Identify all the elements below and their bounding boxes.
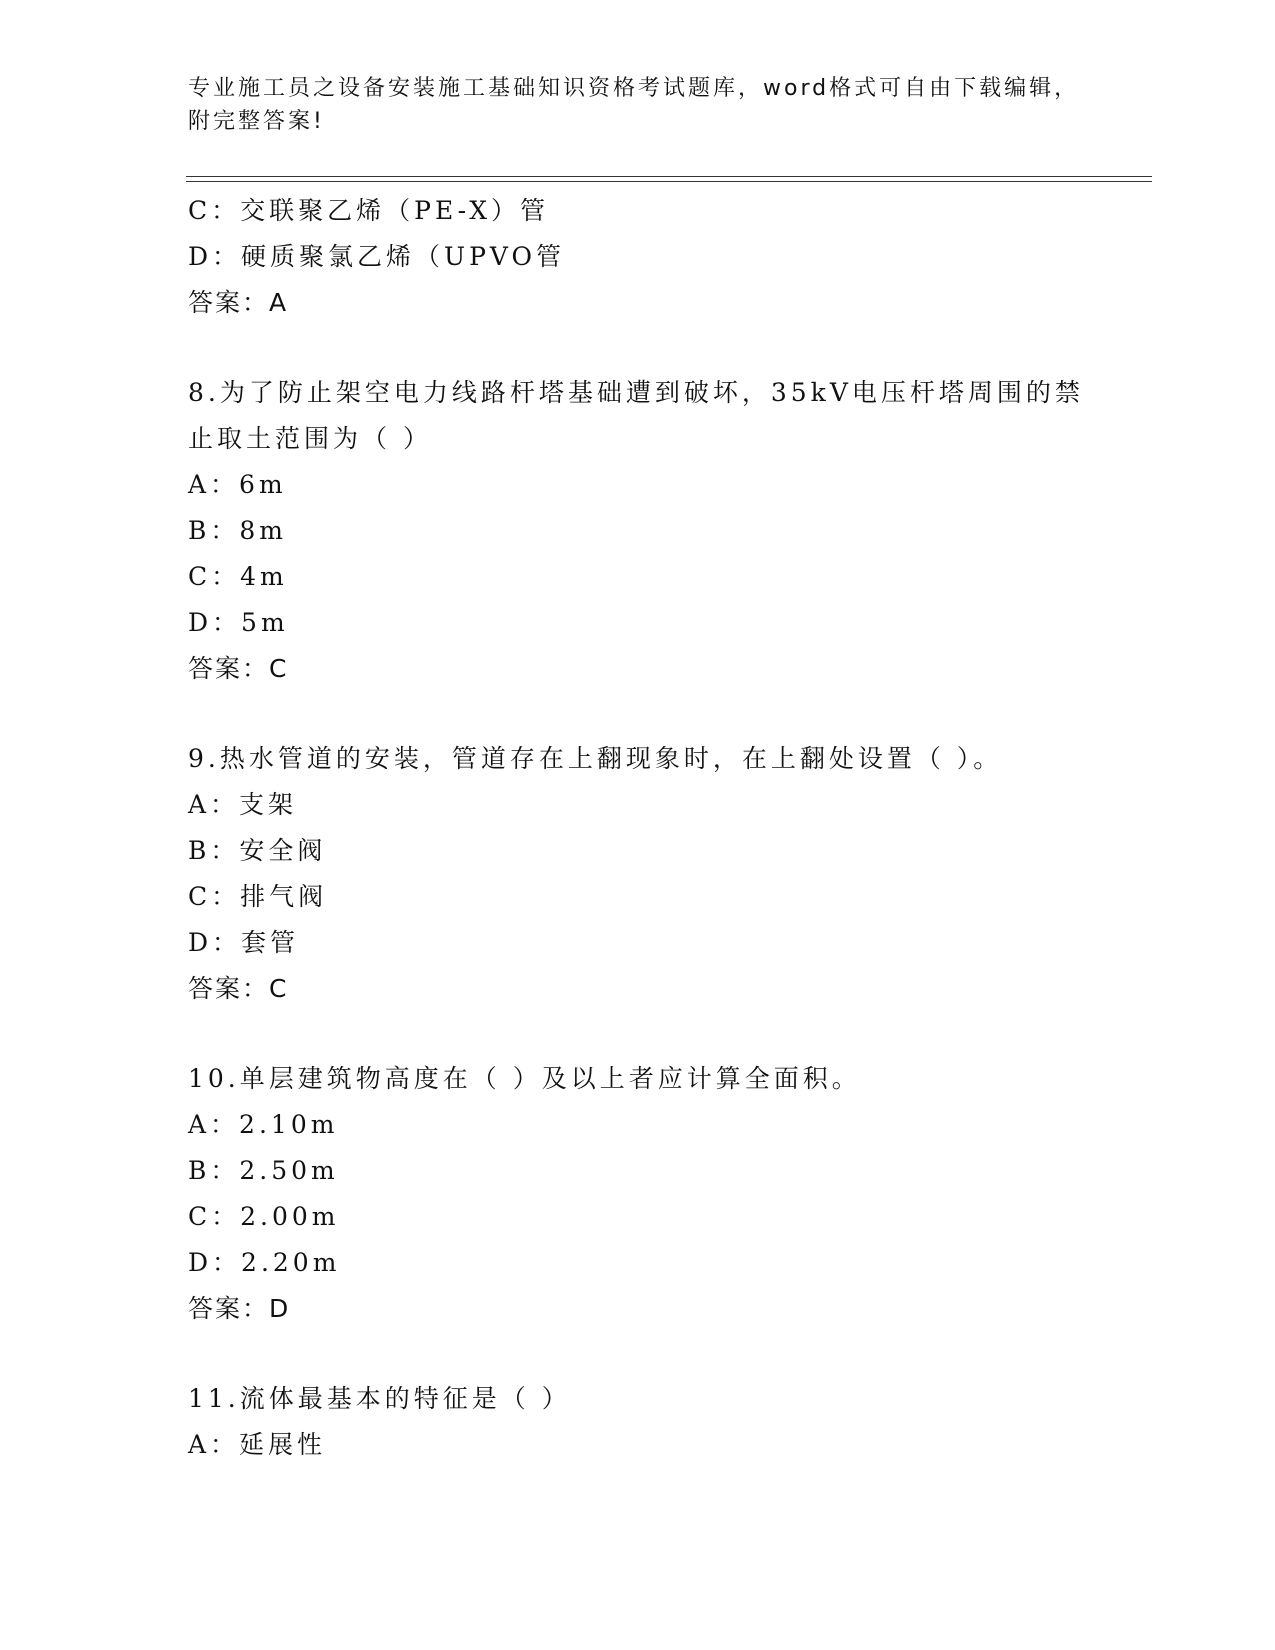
option-a: A：2.10m: [188, 1110, 339, 1139]
answer-line: 答案：C: [188, 654, 289, 683]
option-d: D：硬质聚氯乙烯（UPVO管: [188, 242, 566, 271]
header-divider-top: [186, 176, 1152, 177]
option-c: C：4m: [188, 562, 288, 591]
option-a: A：支架: [188, 790, 298, 819]
header-line-1: 专业施工员之设备安装施工基础知识资格考试题库，word格式可自由下载编辑，: [188, 76, 1080, 101]
document-header: [188, 72, 1088, 138]
header-line-2: 附完整答案!: [188, 109, 325, 134]
answer-line: 答案：C: [188, 974, 289, 1003]
question-10: [188, 1056, 1108, 1332]
question-11: [188, 1376, 1108, 1468]
answer-line: 答案：A: [188, 288, 289, 317]
option-b: B：2.50m: [188, 1156, 339, 1185]
option-d: D：5m: [188, 608, 289, 637]
question-stem: 11.流体最基本的特征是（ ）: [188, 1384, 571, 1413]
option-b: B：8m: [188, 516, 287, 545]
option-a: A：6m: [188, 470, 287, 499]
question-9: [188, 736, 1108, 1012]
option-d: D：2.20m: [188, 1248, 341, 1277]
question-stem-continued: 止取土范围为（ ）: [188, 424, 432, 453]
question-7-tail: [188, 188, 1108, 326]
option-c: C：排气阀: [188, 882, 328, 911]
option-c: C：交联聚乙烯（PE-X）管: [188, 196, 550, 225]
question-8: [188, 370, 1108, 692]
question-stem: 10.单层建筑物高度在（ ）及以上者应计算全面积。: [188, 1064, 861, 1093]
question-list: [188, 188, 1108, 1468]
option-a: A：延展性: [188, 1430, 327, 1459]
header-divider-bottom: [186, 181, 1152, 182]
question-stem: 9.热水管道的安装，管道存在上翻现象时，在上翻处设置（ ）。: [188, 744, 1003, 773]
option-b: B：安全阀: [188, 836, 327, 865]
question-stem: 8.为了防止架空电力线路杆塔基础遭到破坏，35kV电压杆塔周围的禁: [188, 378, 1084, 407]
option-d: D：套管: [188, 928, 300, 957]
answer-line: 答案：D: [188, 1294, 291, 1323]
option-c: C：2.00m: [188, 1202, 340, 1231]
